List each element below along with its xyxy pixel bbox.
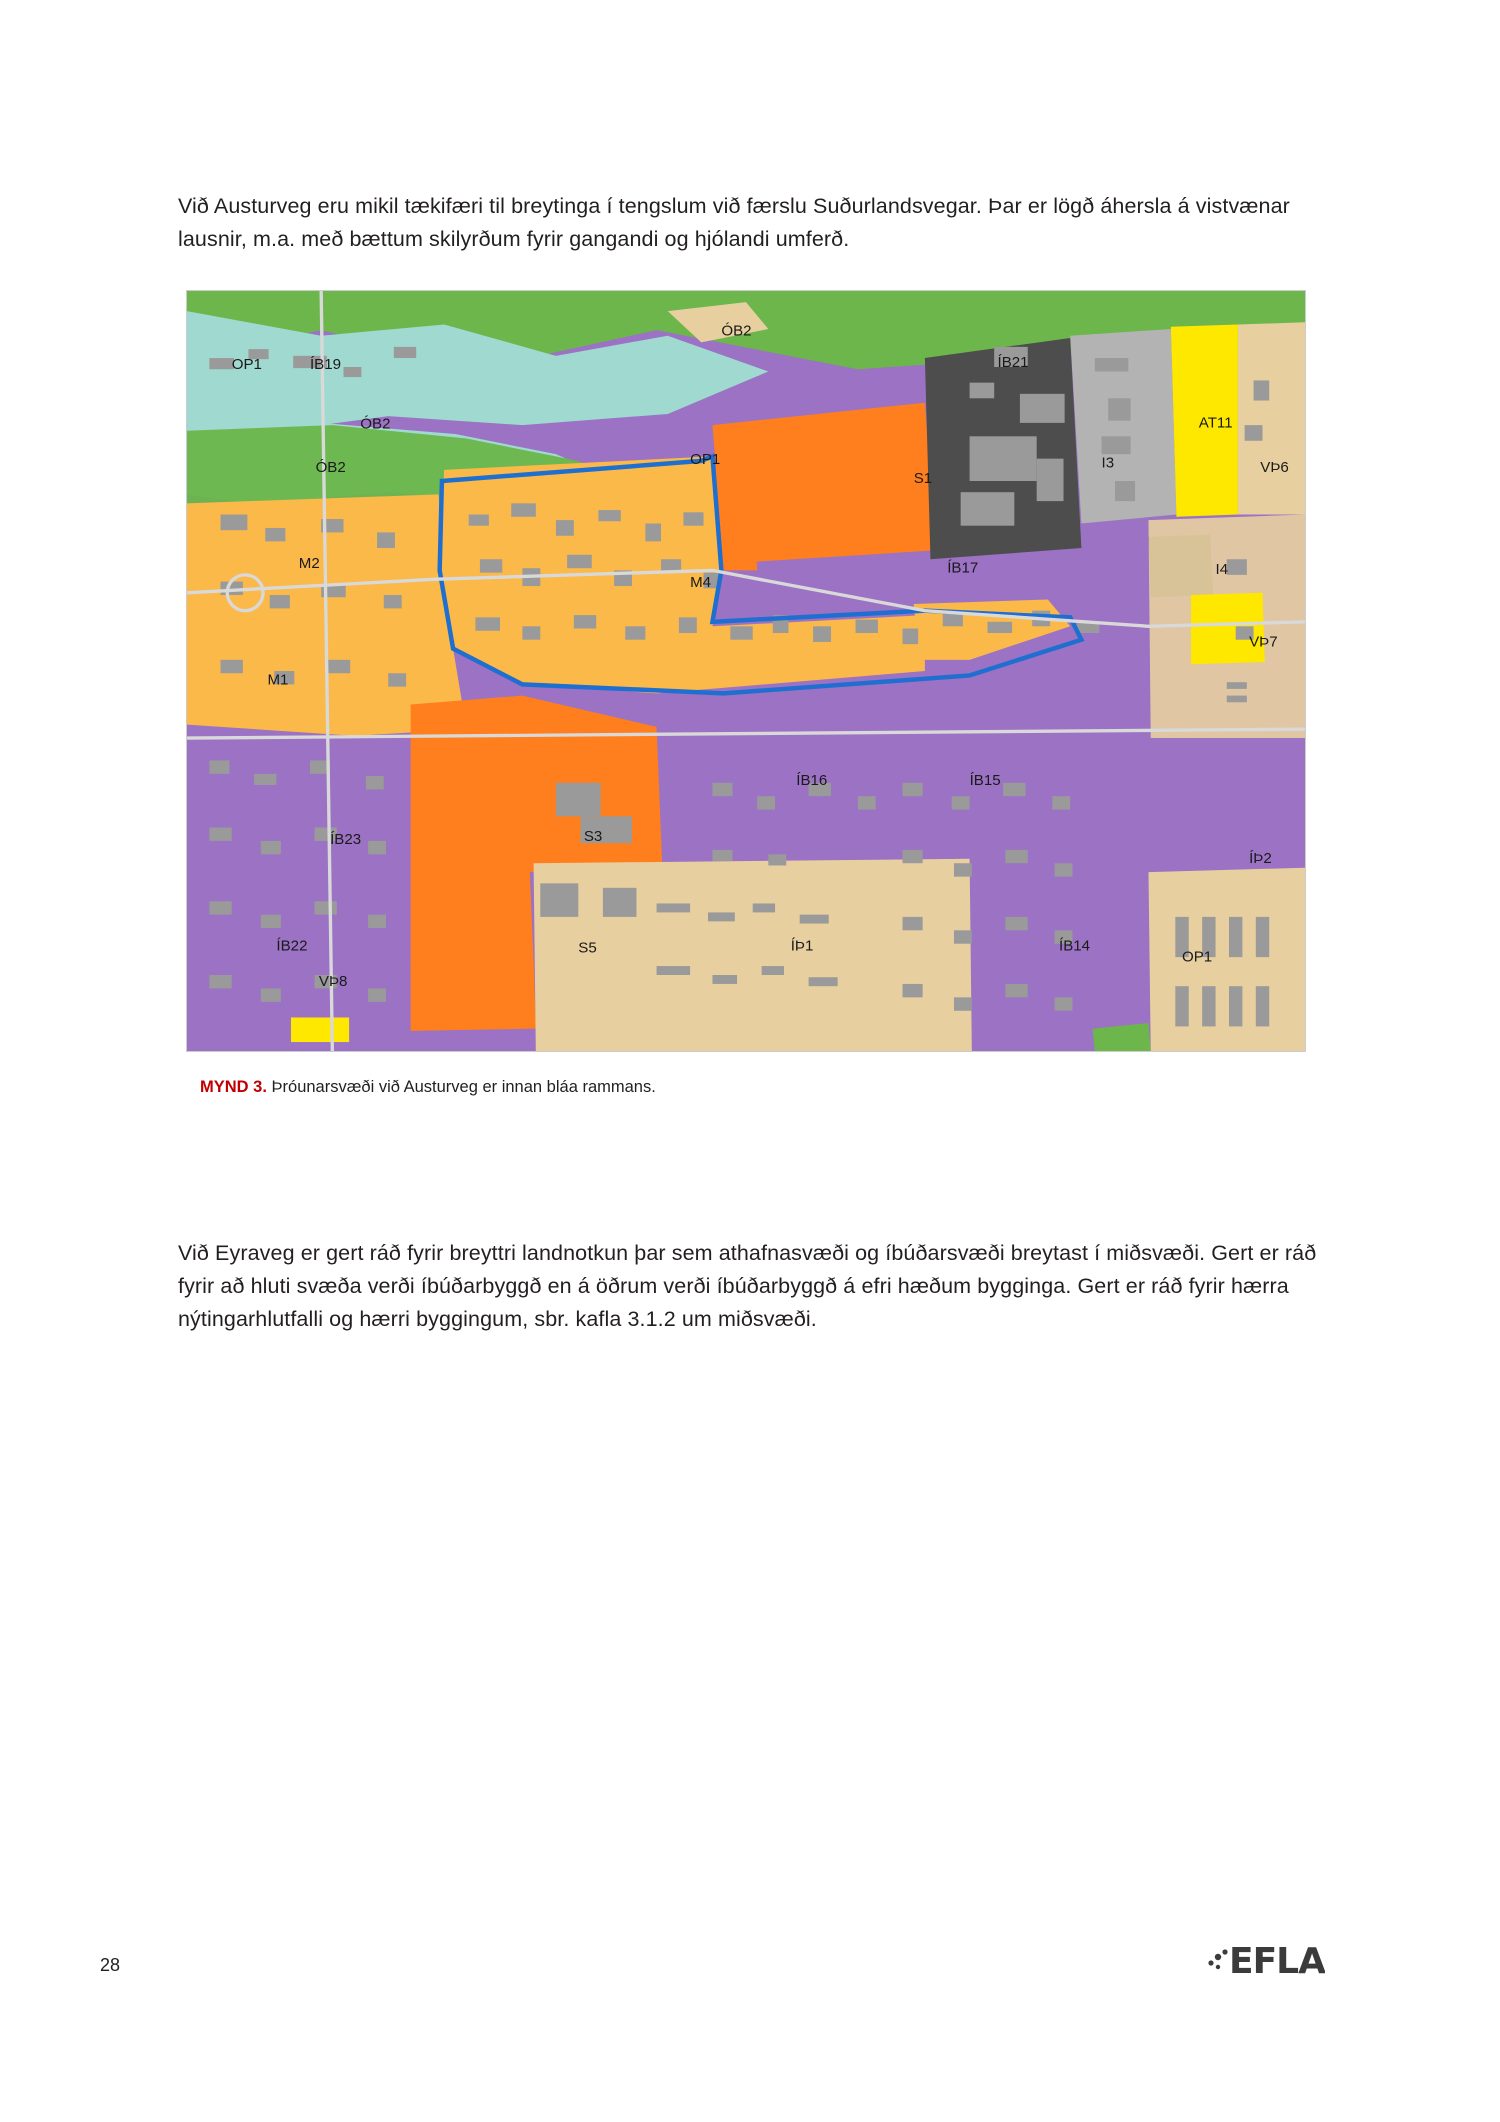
map-figure: [186, 290, 1306, 1052]
map-zone-label: S3: [583, 827, 603, 845]
figure-caption-text: Þróunarsvæði við Austurveg er innan bláa rammans.: [266, 1078, 656, 1096]
map-zone-label: OP1: [1182, 948, 1213, 966]
second-paragraph: Við Eyraveg er gert ráð fyrir breyttri landnotkun þar sem athafnasvæði og íbúðarsvæði breytast í miðsvæði. Gert er ráð fyrir að hluti svæða verði íbúðarbyggð en á öðrum verði íbúðarbyggð á efri hæðum bygginga. Gert er ráð fyrir hærra nýtingarhlutfalli og hærri byggingum, sbr. kafla 3.1.2 um miðsvæði.: [178, 1240, 1317, 1332]
map-zone-label: OP1: [690, 451, 721, 469]
intro-paragraph: Við Austurveg eru mikil tækifæri til breytinga í tengslum við færslu Suðurlandsvegar. Þar er lögð áhersla á vistvænar lausnir, m.a. með bættum skilyrðum fyrir gangandi og hjólandi umferð.: [178, 193, 1290, 251]
map-zone-label: M2: [298, 555, 320, 573]
map-zone-label: ÍB21: [997, 354, 1029, 371]
figure-block: [186, 290, 1304, 1097]
zoning-map: [187, 291, 1305, 1051]
map-zone-label: ÓB2: [315, 459, 346, 477]
map-zone-label: VÞ8: [318, 973, 348, 991]
map-zone-label: I3: [1101, 454, 1115, 472]
map-zone-label: ÍB19: [309, 356, 342, 374]
map-zone-label: ÓB2: [721, 322, 752, 340]
figure-label: MYND 3.: [200, 1078, 267, 1096]
map-zone-label: M1: [267, 671, 289, 689]
map-beige-ith1: [534, 859, 972, 1051]
map-zone-label: VÞ6: [1260, 459, 1289, 477]
map-zone-label: OP1: [231, 356, 262, 374]
map-zone-label: ÍB14: [1059, 937, 1091, 955]
map-orange-s5: [411, 959, 536, 1031]
map-zone-label: S5: [578, 939, 597, 957]
map-zone-label: M4: [690, 574, 712, 592]
map-zone-label: ÍB23: [330, 831, 362, 849]
map-yellow-vth8: [291, 1017, 349, 1042]
map-zone-label: ÍB15: [969, 772, 1001, 789]
figure-caption: [200, 1078, 1304, 1097]
map-yellow-vth7b: [1191, 593, 1265, 665]
map-beige-ith2: [1148, 868, 1305, 1051]
map-zone-label: ÍB22: [276, 937, 308, 955]
efla-logo-text: EFLA: [1229, 1941, 1325, 1982]
map-zone-label: ÍÞ1: [790, 937, 814, 955]
efla-logo-mark: [1205, 1935, 1325, 1985]
map-zone-label: ÍB16: [796, 772, 828, 789]
map-zone-label: ÍB17: [947, 559, 979, 577]
efla-logo: [1205, 1935, 1325, 1985]
page-content: [178, 0, 1318, 2122]
map-beige-right-top: [1238, 322, 1305, 514]
map-zone-label: I4: [1215, 560, 1229, 578]
map-zone-label: AT11: [1198, 414, 1233, 432]
map-zone-label: VÞ7: [1249, 633, 1278, 651]
map-zone-label: S1: [913, 470, 933, 488]
page-number: 28: [100, 1955, 121, 1975]
map-zone-label: ÍÞ2: [1249, 850, 1272, 868]
map-zone-label: ÓB2: [360, 415, 391, 433]
